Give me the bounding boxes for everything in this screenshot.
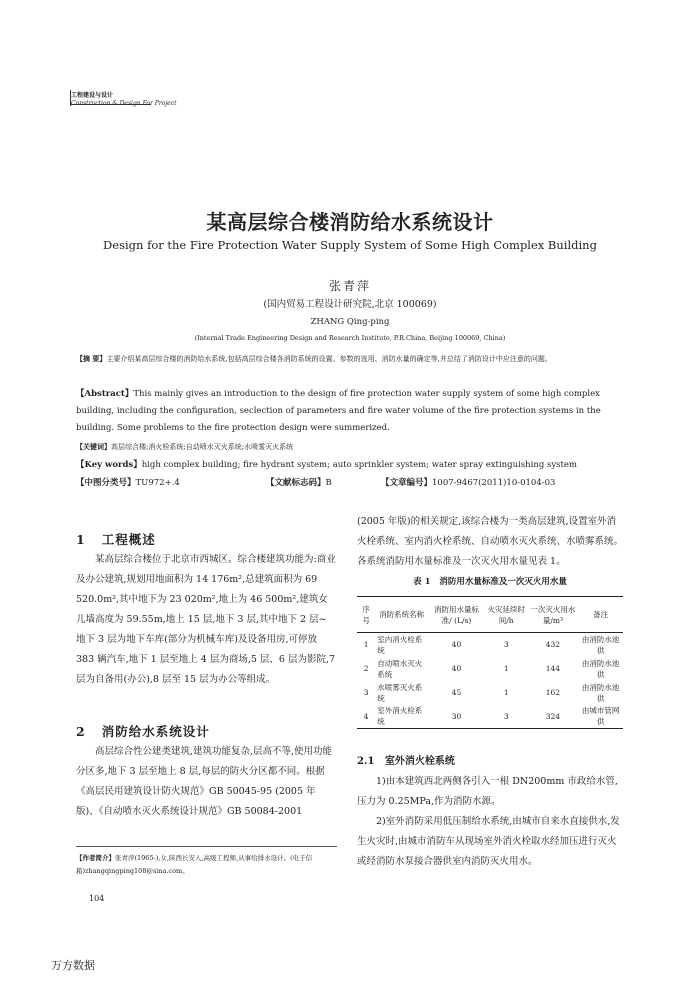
table-caption [357, 575, 623, 587]
section-2-title: 消防给水系统设计 [101, 724, 210, 739]
abstract-cn-text: 主要介绍某高层综合楼的消防给水系统,包括高层综合楼各消防系统的设置、参数的选用、消防水量的确定等,并总结了消防设计中应注意的问题。 [106, 355, 552, 363]
table-cell: 4 [363, 711, 369, 721]
table-cell: 1 [363, 640, 369, 650]
footnote-text: 张青萍(1965-),女,陕西长安人,高级工程师,从事给排水设计。(电子信箱)zhangqingping108@sina.com。 [76, 854, 313, 875]
author-footnote [76, 852, 338, 878]
table-cell: 由城市管网供 [581, 706, 620, 727]
running-header [71, 92, 177, 108]
footnote-label: 【作者简介】 [76, 854, 115, 862]
table-header-cell: 消防用水量标准/ (L/s) [433, 604, 479, 625]
table-cell: 432 [545, 640, 561, 650]
table-header-cell: 火灾延续时间/h [487, 604, 525, 625]
table-cell: 室内消火栓系统 [377, 634, 423, 655]
journal-name: 工程建设与设计 [71, 92, 114, 99]
table-cell: 162 [545, 688, 561, 697]
table-cell: 自动喷水灭火系统 [377, 658, 423, 679]
section-2-heading [76, 722, 336, 742]
author-english: ZHANG Qing-ping [310, 317, 390, 327]
keywords-english [76, 457, 621, 474]
section-1-heading [76, 530, 336, 550]
subsection-2-1-para-2: 2)室外消防采用低压制给水系统,由城市自来水直接供水,发生火灾时,由城市消防车从现场室外消火栓取水经加压进行灭火或经消防水泵接合器供室内消防灭火用水。 [357, 816, 620, 867]
table-cell: 45 [451, 688, 462, 697]
table-cell: 2 [363, 664, 369, 673]
section-1-number: 1 [76, 532, 86, 547]
class-label: 【中图分类号】 [76, 478, 136, 488]
affiliation-chinese: (国内贸易工程设计研究院,北京 100069) [263, 299, 437, 310]
keywords-en-text: high complex building; fire hydrant system; auto sprinkler system; water spray extinguishing system [141, 460, 577, 470]
table-row [357, 657, 623, 681]
section-2-text: 高层综合性公建类建筑,建筑功能复杂,层高不等,使用功能分区多,地下 3 层至地上 8 层,每层的防火分区都不同。根据《高层民用建筑设计防火规范》GB 50045-95 (2005 年版)、《自动喷水灭火系统设计规范》GB 50084-2001 [76, 746, 333, 817]
subsection-2-1-number: 2.1 [357, 756, 375, 767]
header-rule [71, 104, 151, 105]
affiliation-english: (Internal Trade Engineering Design and Research Institute, P.R.China, Beijing 100069, China) [194, 334, 506, 342]
table-caption-label: 表 1 [413, 577, 431, 587]
abstract-cn-label: 【摘 要】 [76, 354, 107, 363]
title-english: Design for the Fire Protection Water Supply System of Some High Complex Building [103, 238, 597, 252]
table-cell: 40 [451, 640, 462, 650]
keywords-chinese [76, 438, 621, 456]
section-1 [76, 530, 336, 690]
doc-value: B [325, 478, 332, 488]
watermark: 万方数据 [51, 959, 95, 972]
table-header-row [357, 597, 623, 633]
subsection-2-1-heading [357, 752, 623, 772]
subsection-2-1 [357, 752, 623, 872]
section-1-text: 某高层综合楼位于北京市西城区。综合楼建筑功能为:商业及办公建筑,规划用地面积为 14 176m²,总建筑面积为 69 520.0m²,其中地下为 23 020m²,地上为 46 500m²,建筑女儿墙高度为 59.55m,地上 15 层,地下 3 层,其中地下 2 层~地下 3 层为地下车库(部分为机械车库)及设备用房,可停放 383 辆汽车,地下 1 层至地上 4 层为商场,5 层、6 层为影院,7 层为自备用(办公),8 层至 15 层为办公等组成。 [76, 554, 336, 685]
table-1 [357, 596, 623, 729]
table-cell: 3 [363, 688, 369, 697]
class-value: TU972+.4 [135, 478, 180, 488]
keywords-en-label: 【Key words】 [76, 460, 142, 470]
abstract-en-text: This mainly gives an introduction to the design of fire protection water supply system of some high complex building, including the configuration, seclection of parameters and fire water volume of the fire protection systems in the building. Some problems to the fire protection design were summerized. [76, 389, 601, 433]
abstract-en-label: 【Abstract】 [76, 389, 134, 399]
section-2-number: 2 [76, 724, 86, 739]
table-header-cell: 一次灭火用水量/m³ [530, 604, 576, 625]
right-column-continuation: (2005 年版)的相关规定,该综合楼为一类高层建筑,设置室外消火栓系统、室内消火栓系统、自动喷水灭火系统、水喷雾系统。各系统消防用水量标准及一次灭火用水量见表 1。 [357, 516, 624, 567]
article-label: 【文章编号】 [381, 478, 433, 488]
table-cell: 由消防水池供 [581, 682, 620, 703]
section-1-title: 工程概述 [101, 532, 156, 547]
page-number: 104 [89, 894, 105, 903]
subsection-2-1-title: 室外消火栓系统 [384, 756, 455, 767]
article-value: 1007-9467(2011)10-0104-03 [432, 478, 556, 488]
abstract-chinese [76, 350, 621, 368]
title-chinese: 某高层综合楼消防给水系统设计 [206, 210, 494, 234]
subsection-2-1-para-1: 1)由本建筑西北两侧各引入一根 DN200mm 市政给水管,压力为 0.25MPa,作为消防水源。 [357, 776, 618, 807]
table-row [357, 681, 623, 705]
table-cell: 3 [503, 640, 509, 650]
doc-label: 【文献标志码】 [266, 478, 326, 488]
table-cell: 1 [503, 688, 509, 697]
table-row [357, 705, 623, 729]
classification-line [76, 475, 621, 492]
table-row [357, 633, 623, 657]
table-cell: 水喷雾灭火系统 [377, 682, 423, 703]
table-cell: 3 [503, 711, 509, 721]
table-cell: 由消防水池供 [581, 658, 620, 679]
table-header-cell: 消防系统名称 [379, 610, 425, 619]
section-2 [76, 722, 336, 822]
table-cell: 40 [451, 664, 462, 673]
footnote-rule [76, 846, 337, 847]
table-cell: 室外消火栓系统 [377, 706, 423, 727]
table-cell: 30 [451, 711, 462, 721]
keywords-cn-label: 【关键词】 [76, 442, 111, 451]
table-header-cell: 备注 [593, 610, 609, 619]
journal-name-en: Construction & Design For Project [71, 100, 177, 107]
table-cell: 由消防水池供 [581, 634, 620, 655]
author-chinese: 张青萍 [328, 279, 371, 293]
abstract-english [76, 386, 621, 437]
table-cell: 324 [545, 711, 561, 721]
table-cell: 1 [503, 664, 509, 673]
keywords-cn-text: 高层综合楼;消火栓系统;自动喷水灭火系统;水喷雾灭火系统 [111, 443, 294, 451]
table-caption-text: 消防用水量标准及一次灭火用水量 [439, 577, 567, 587]
table-header-cell: 序号 [362, 604, 370, 625]
table-cell: 144 [545, 664, 561, 673]
